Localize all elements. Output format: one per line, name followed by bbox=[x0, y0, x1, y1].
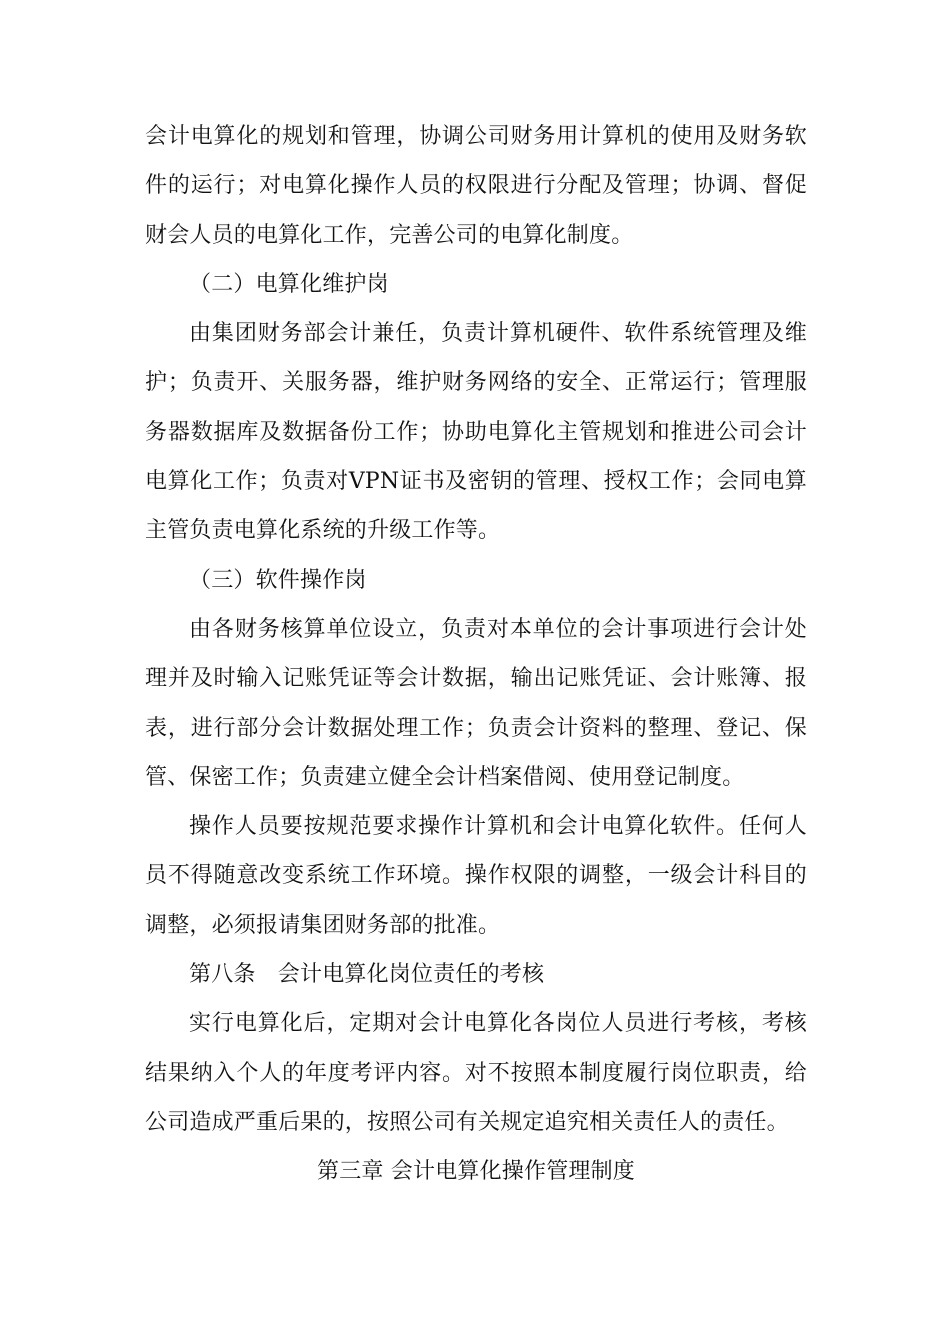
paragraph-software-operation-duties: 由各财务核算单位设立，负责对本单位的会计事项进行会计处理并及时输入记账凭证等会计数据，输出记账凭证、会计账簿、报表，进行部分会计数据处理工作；负责会计资料的整理、登记、保管、保密工作；负责建立健全会计档案借阅、使用登记制度。 bbox=[145, 616, 807, 790]
section-heading-software-operation-post: （三）软件操作岗 bbox=[189, 567, 367, 593]
paragraph-assessment: 实行电算化后，定期对会计电算化各岗位人员进行考核，考核结果纳入个人的年度考评内容。对不按照本制度履行岗位职责，给公司造成严重后果的，按照公司有关规定追究相关责任人的责任。 bbox=[145, 1011, 807, 1135]
article-heading-eight: 第八条 会计电算化岗位责任的考核 bbox=[189, 962, 545, 988]
document-body bbox=[145, 112, 807, 1197]
chapter-title-three: 第三章 会计电算化操作管理制度 bbox=[317, 1159, 635, 1185]
section-heading-maintenance-post: （二）电算化维护岗 bbox=[189, 271, 389, 297]
paragraph-maintenance-duties: 由集团财务部会计兼任，负责计算机硬件、软件系统管理及维护；负责开、关服务器，维护财务网络的安全、正常运行；管理服务器数据库及数据备份工作；协助电算化主管规划和推进公司会计电算化工作；负责对VPN证书及密钥的管理、授权工作；会同电算主管负责电算化系统的升级工作等。 bbox=[145, 321, 807, 544]
paragraph-operator-rules: 操作人员要按规范要求操作计算机和会计电算化软件。任何人员不得随意改变系统工作环境。操作权限的调整，一级会计科目的调整，必须报请集团财务部的批准。 bbox=[145, 814, 807, 938]
paragraph-continuation: 会计电算化的规划和管理，协调公司财务用计算机的使用及财务软件的运行；对电算化操作人员的权限进行分配及管理；协调、督促财会人员的电算化工作，完善公司的电算化制度。 bbox=[145, 124, 807, 248]
